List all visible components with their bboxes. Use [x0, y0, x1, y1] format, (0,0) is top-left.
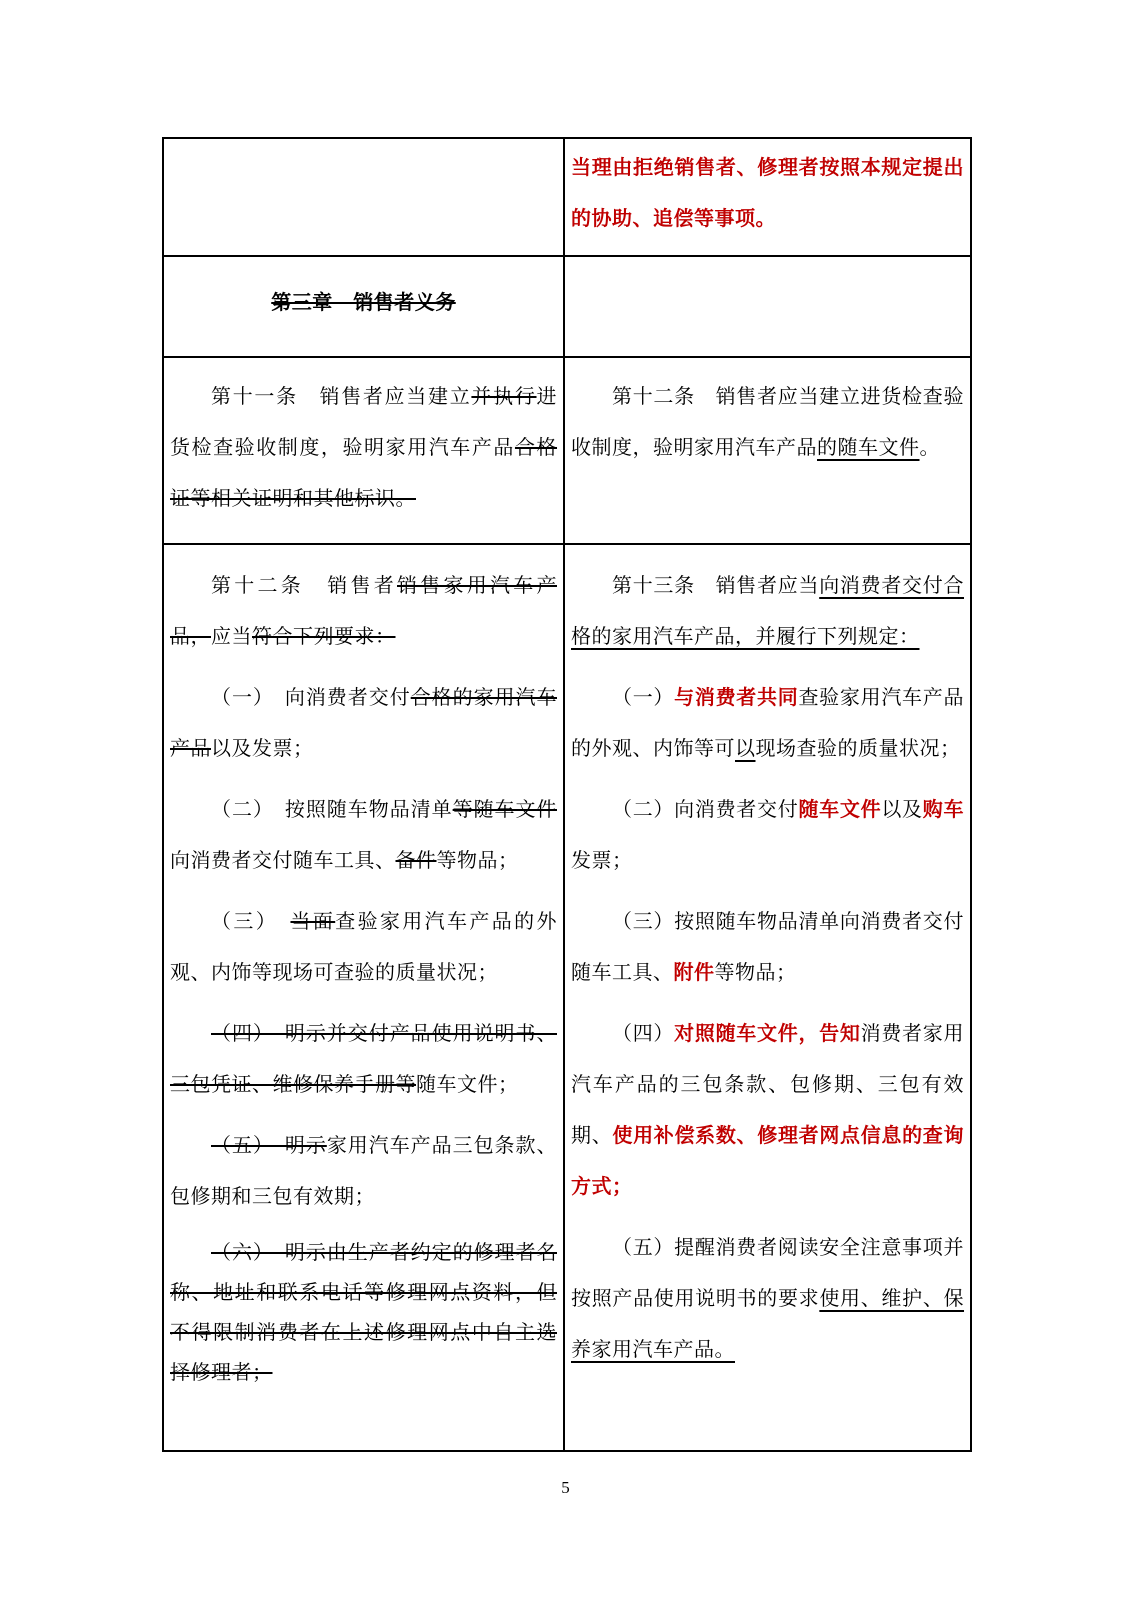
- text-segment-normal: 查验家用汽车产品的外观、内饰等现场可查验的质量状况；: [170, 911, 558, 984]
- text-segment-normal: 等物品；: [714, 962, 797, 984]
- text-segment-deleted: 并执行: [471, 386, 537, 408]
- comparison-table-body: [163, 138, 971, 1451]
- text-segment-normal: （四）: [612, 1023, 675, 1045]
- table-cell-r2-cright: [564, 357, 971, 544]
- text-segment-normal: （三）按照随车物品清单向消费者交付随车工具、: [571, 911, 964, 984]
- paragraph: [170, 278, 557, 329]
- text-segment-normal: （二） 按照随车物品清单: [211, 799, 453, 821]
- text-segment-deleted: 合格的家用汽车产品: [170, 687, 557, 760]
- table-cell-r0-cright: [564, 138, 971, 256]
- page-number: 5: [561, 1478, 570, 1497]
- paragraph: [170, 897, 557, 999]
- text-segment-normal: 。: [919, 437, 940, 459]
- paragraph: [170, 561, 557, 663]
- text-segment-normal: 消费者家用汽车产品的三包条款、包修期、三包有效期、: [571, 1023, 964, 1147]
- text-segment-normal: 现场查验的质量状况；: [755, 738, 961, 760]
- table-cell-r2-cleft: [163, 357, 564, 544]
- text-segment-normal: 进货检查验收制度，验明家用汽车产品: [170, 386, 558, 459]
- text-segment-underline: 以: [735, 738, 756, 760]
- text-segment-underline: 的随车文件: [817, 437, 920, 459]
- comparison-table: [162, 137, 972, 1452]
- table-row-1: [163, 256, 971, 357]
- text-segment-deleted: 销售家用汽车产品，: [170, 575, 557, 648]
- text-segment-normal: 第十二条 销售者: [211, 575, 397, 597]
- text-segment-normal: （一）: [612, 687, 675, 709]
- paragraph: [571, 785, 964, 887]
- text-segment-added: 随车文件: [798, 799, 882, 821]
- text-segment-added: 与消费者共同: [674, 687, 799, 709]
- text-segment-normal: （二）向消费者交付: [612, 799, 799, 821]
- text-segment-deleted: （六） 明示由生产者约定的修理者名称、地址和联系电话等修理网点资料，但不得限制消费者在上述修理网点中自主选择修理者；: [170, 1242, 557, 1384]
- text-segment-deleted: （四） 明示并交付产品使用说明书、三包凭证、维修保养手册等: [170, 1023, 557, 1096]
- text-segment-normal: 等物品；: [436, 850, 519, 872]
- paragraph: [170, 1009, 557, 1111]
- paragraph: [170, 1233, 557, 1393]
- paragraph: [170, 673, 557, 775]
- text-segment-added: 使用补偿系数、修理者网点信息的查询方式；: [571, 1125, 965, 1198]
- text-segment-normal: 以及发票；: [211, 738, 314, 760]
- table-cell-r0-cleft: [163, 138, 564, 256]
- text-segment-normal: 第十三条 销售者应当: [612, 575, 820, 597]
- paragraph: [571, 143, 964, 245]
- text-segment-deleted: 合格证等相关证明和其他标识。: [170, 437, 558, 510]
- text-segment-normal: 以及: [881, 799, 923, 821]
- text-segment-normal: 随车文件；: [416, 1074, 519, 1096]
- text-segment-normal: 向消费者交付随车工具、: [170, 850, 396, 872]
- text-segment-added: 当理由拒绝销售者、修理者按照本规定提出的协助、追偿等事项。: [571, 157, 964, 230]
- text-segment-normal: （三）: [211, 911, 291, 933]
- text-segment-normal: 家用汽车产品三包条款、包修期和三包有效期；: [170, 1135, 557, 1208]
- text-segment-deleted: 备件: [395, 850, 437, 872]
- text-segment-deleted: 当面: [290, 911, 336, 933]
- paragraph: [571, 1223, 964, 1376]
- text-segment-normal: 查验家用汽车产品的外观、内饰等可: [571, 687, 964, 760]
- text-segment-added: 附件: [673, 962, 715, 984]
- text-segment-underline: 向消费者交付合格的家用汽车产品，并履行下列规定：: [571, 575, 964, 648]
- paragraph: [571, 372, 964, 474]
- paragraph: [170, 372, 557, 525]
- text-segment-added: 对照随车文件，告知: [674, 1023, 861, 1045]
- text-segment-normal: （一） 向消费者交付: [211, 687, 411, 709]
- paragraph: [170, 1121, 557, 1223]
- table-row-2: [163, 357, 971, 544]
- paragraph: [571, 897, 964, 999]
- table-cell-r1-cright: [564, 256, 971, 357]
- paragraph: [571, 1009, 964, 1213]
- table-cell-r3-cright: [564, 544, 971, 1451]
- paragraph: [571, 561, 964, 663]
- text-segment-underline: 使用、维护、保养家用汽车产品。: [571, 1288, 965, 1361]
- text-segment-normal: 第十一条 销售者应当建立: [211, 386, 472, 408]
- table-cell-r1-cleft: [163, 256, 564, 357]
- text-segment-deleted: （五） 明示: [211, 1135, 327, 1157]
- table-row-0: [163, 138, 971, 256]
- text-segment-deleted: 符合下列要求：: [252, 626, 396, 648]
- paragraph: [170, 785, 557, 887]
- text-segment-normal: 第十二条 销售者应当建立进货检查验收制度，验明家用汽车产品: [571, 386, 964, 459]
- text-segment-deleted: 等随车文件: [452, 799, 557, 821]
- text-segment-deleted-bold: 第三章 销售者义务: [271, 292, 456, 314]
- table-cell-r3-cleft: [163, 544, 564, 1451]
- text-segment-normal: 应当: [211, 626, 252, 648]
- text-segment-added: 购车: [922, 799, 964, 821]
- text-segment-normal: 发票；: [571, 850, 633, 872]
- paragraph: [571, 673, 964, 775]
- text-segment-normal: （五）提醒消费者阅读安全注意事项并按照产品使用说明书的要求: [571, 1237, 964, 1310]
- table-row-3: [163, 544, 971, 1451]
